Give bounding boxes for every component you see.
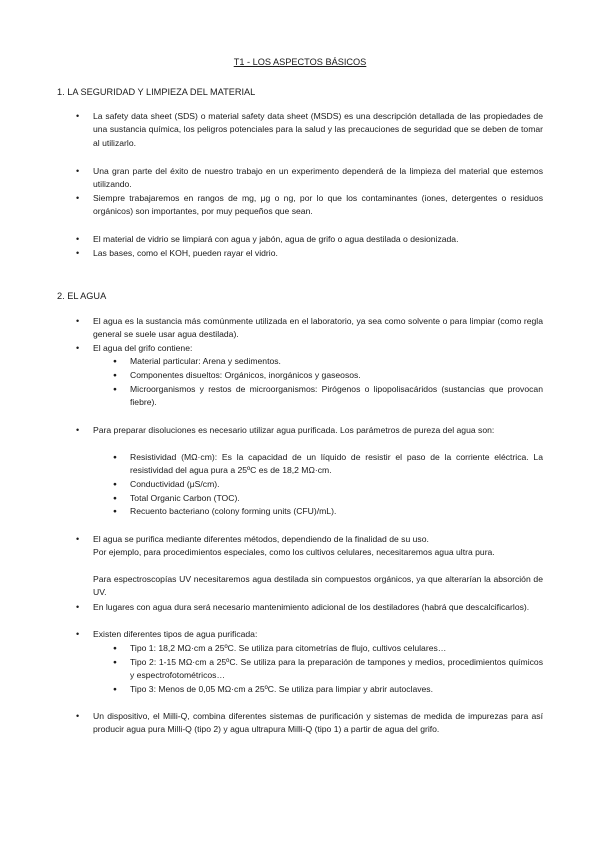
page-title: T1 - LOS ASPECTOS BÁSICOS bbox=[233, 57, 367, 67]
list-item: • Un dispositivo, el Milli-Q, combina diferentes sistemas de purificación y sistemas de medida de impurezas para así producir agua pura Milli-Q (tipo 2) y agua ultrapura Milli-Q (tipo 1) a partir de agua del grifo. bbox=[93, 710, 543, 737]
sub-list-item: ● Tipo 2: 1-15 MΩ·cm a 25ºC. Se utiliza para la preparación de tampones y medios, procedimientos químicos y espectrofotométricos… bbox=[130, 656, 543, 683]
sub-list-item: ● Total Organic Carbon (TOC). bbox=[130, 492, 543, 505]
sub-list-item: ● Recuento bacteriano (colony forming units (CFU)/mL). bbox=[130, 505, 543, 518]
sub-list-item: ● Componentes disueltos: Orgánicos, inorgánicos y gaseosos. bbox=[130, 369, 543, 382]
list-item: • Las bases, como el KOH, pueden rayar el vidrio. bbox=[93, 247, 543, 260]
sub-list-item: ● Microorganismos y restos de microorganismos: Pirógenos o lipopolisacáridos (sustancias que provocan fiebre). bbox=[130, 383, 543, 410]
sub-list-item: ● Conductividad (μS/cm). bbox=[130, 478, 543, 491]
list-item: • El agua es la sustancia más comúnmente utilizada en el laboratorio, ya sea como solvente o para limpiar (como regla general se suele usar agua destilada). bbox=[93, 315, 543, 342]
list-item: • En lugares con agua dura será necesario mantenimiento adicional de los destiladores (habrá que descalcificarlos). bbox=[93, 601, 543, 614]
section-heading-seguridad: 1. LA SEGURIDAD Y LIMPIEZA DEL MATERIAL bbox=[57, 87, 256, 97]
sub-list-item: ● Resistividad (MΩ·cm): Es la capacidad de un líquido de resistir el paso de la corriente eléctrica. La resistividad del agua pura a 25ºC es de 18,2 MΩ·cm. bbox=[130, 451, 543, 478]
sub-list-item: ● Tipo 3: Menos de 0,05 MΩ·cm a 25ºC. Se utiliza para limpiar y abrir autoclaves. bbox=[130, 683, 543, 696]
list-item: • Existen diferentes tipos de agua purificada: bbox=[93, 628, 543, 641]
sub-list-item: ● Tipo 1: 18,2 MΩ·cm a 25ºC. Se utiliza para citometrías de flujo, cultivos celulares… bbox=[130, 642, 543, 655]
list-item: • El agua se purifica mediante diferentes métodos, dependiendo de la finalidad de su uso. bbox=[93, 533, 543, 546]
paragraph: Para espectroscopías UV necesitaremos agua destilada sin compuestos orgánicos, ya que alterarían la absorción de UV. bbox=[93, 574, 543, 598]
list-item: • El agua del grifo contiene: bbox=[93, 342, 543, 355]
list-item: • La safety data sheet (SDS) o material safety data sheet (MSDS) es una descripción detallada de las propiedades de una sustancia química, los peligros potenciales para la salud y las precauciones de seguridad que se deben de tomar al utilizarlo. bbox=[93, 110, 543, 150]
list-item: • Una gran parte del éxito de nuestro trabajo en un experimento dependerá de la limpieza del material que estemos utilizando. bbox=[93, 165, 543, 192]
section-heading-agua: 2. EL AGUA bbox=[57, 291, 107, 301]
sub-list-item: ● Material particular: Arena y sedimentos. bbox=[130, 355, 543, 368]
paragraph: Por ejemplo, para procedimientos especiales, como los cultivos celulares, necesitaremos agua ultra pura. bbox=[93, 547, 495, 557]
list-item: • Para preparar disoluciones es necesario utilizar agua purificada. Los parámetros de pureza del agua son: bbox=[93, 424, 543, 437]
list-item: • Siempre trabajaremos en rangos de mg, μg o ng, por lo que los contaminantes (iones, detergentes o residuos orgánicos) son importantes, por muy pequeños que sean. bbox=[93, 192, 543, 219]
list-item: • El material de vidrio se limpiará con agua y jabón, agua de grifo o agua destilada o desionizada. bbox=[93, 233, 543, 246]
